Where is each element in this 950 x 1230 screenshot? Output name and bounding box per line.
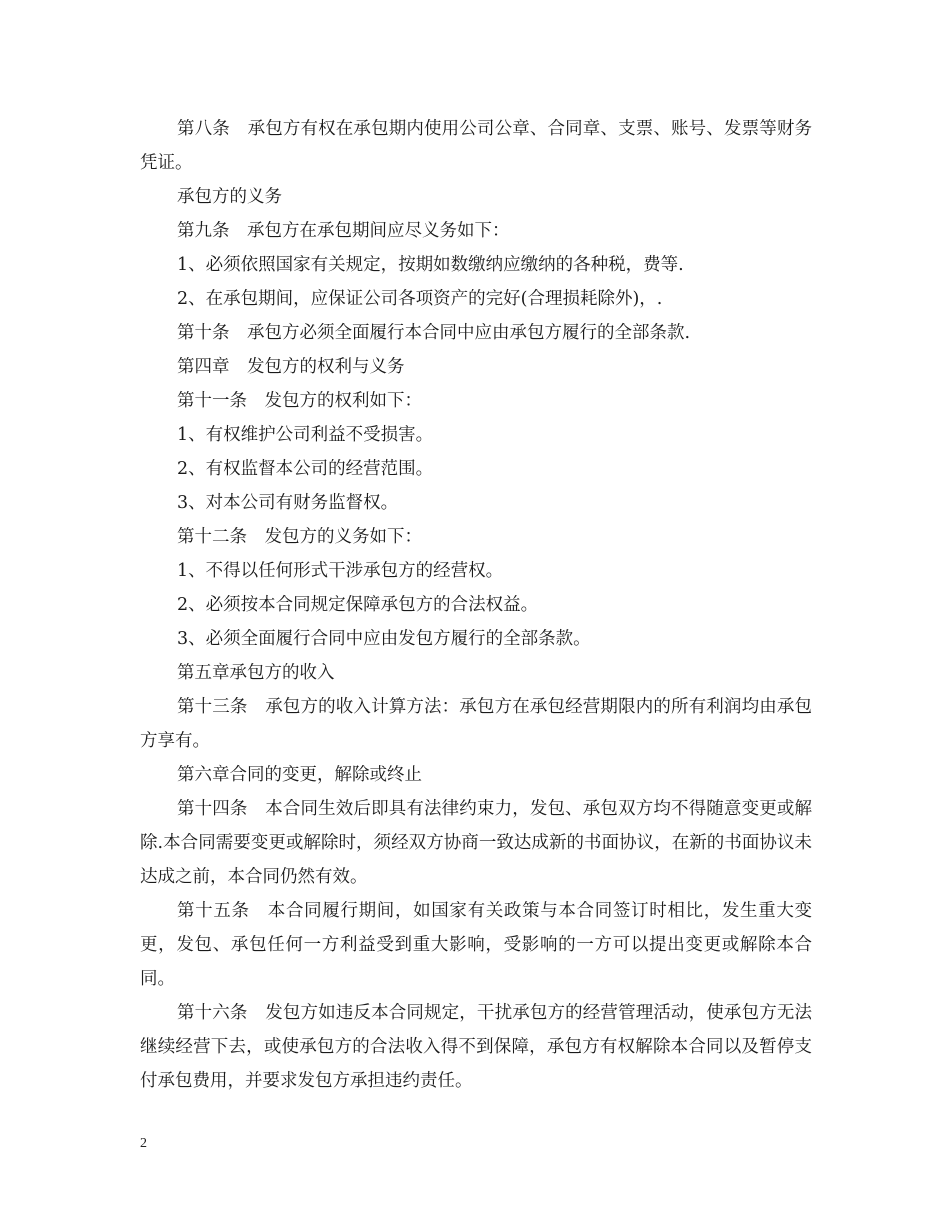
paragraph-article-15: 第十五条 本合同履行期间，如国家有关政策与本合同签订时相比，发生重大变更，发包、承包任何一方利益受到重大影响，受影响的一方可以提出变更或解除本合同。 [140, 901, 812, 989]
list-item: 3、对本公司有财务监督权。 [177, 493, 399, 513]
list-item: 2、必须按本合同规定保障承包方的合法权益。 [177, 595, 539, 615]
list-item: 1、有权维护公司利益不受损害。 [177, 425, 434, 445]
list-item: 3、必须全面履行合同中应由发包方履行的全部条款。 [177, 629, 591, 649]
paragraph-article-16: 第十六条 发包方如违反本合同规定，干扰承包方的经营管理活动，使承包方无法继续经营下去，或使承包方的合法收入得不到保障，承包方有权解除本合同以及暂停支付承包费用，并要求发包方承担违约责任。 [140, 1003, 812, 1091]
chapter-heading-6: 第六章合同的变更，解除或终止 [177, 765, 422, 785]
paragraph-article-11: 第十一条 发包方的权利如下： [177, 391, 422, 411]
paragraph-article-8: 第八条 承包方有权在承包期内使用公司公章、合同章、支票、账号、发票等财务凭证。 [140, 119, 812, 173]
paragraph-article-14: 第十四条 本合同生效后即具有法律约束力，发包、承包双方均不得随意变更或解除.本合同需要变更或解除时，须经双方协商一致达成新的书面协议，在新的书面协议未达成之前，本合同仍然有效。 [140, 799, 812, 887]
list-item: 2、有权监督本公司的经营范围。 [177, 459, 434, 479]
list-item: 1、必须依照国家有关规定，按期如数缴纳应缴纳的各种税，费等. [177, 255, 684, 275]
chapter-heading-4: 第四章 发包方的权利与义务 [177, 357, 405, 377]
page-number: 2 [140, 1136, 147, 1151]
list-item: 2、在承包期间，应保证公司各项资产的完好(合理损耗除外)，. [177, 289, 663, 309]
paragraph-article-9: 第九条 承包方在承包期间应尽义务如下： [177, 221, 510, 241]
document-body [140, 112, 812, 1098]
paragraph-article-13: 第十三条 承包方的收入计算方法：承包方在承包经营期限内的所有利润均由承包方享有。 [140, 697, 812, 751]
list-item: 1、不得以任何形式干涉承包方的经营权。 [177, 561, 504, 581]
section-heading-contractor-obligations: 承包方的义务 [177, 187, 282, 207]
chapter-heading-5: 第五章承包方的收入 [177, 663, 335, 683]
paragraph-article-10: 第十条 承包方必须全面履行本合同中应由承包方履行的全部条款. [177, 323, 691, 343]
paragraph-article-12: 第十二条 发包方的义务如下： [177, 527, 422, 547]
